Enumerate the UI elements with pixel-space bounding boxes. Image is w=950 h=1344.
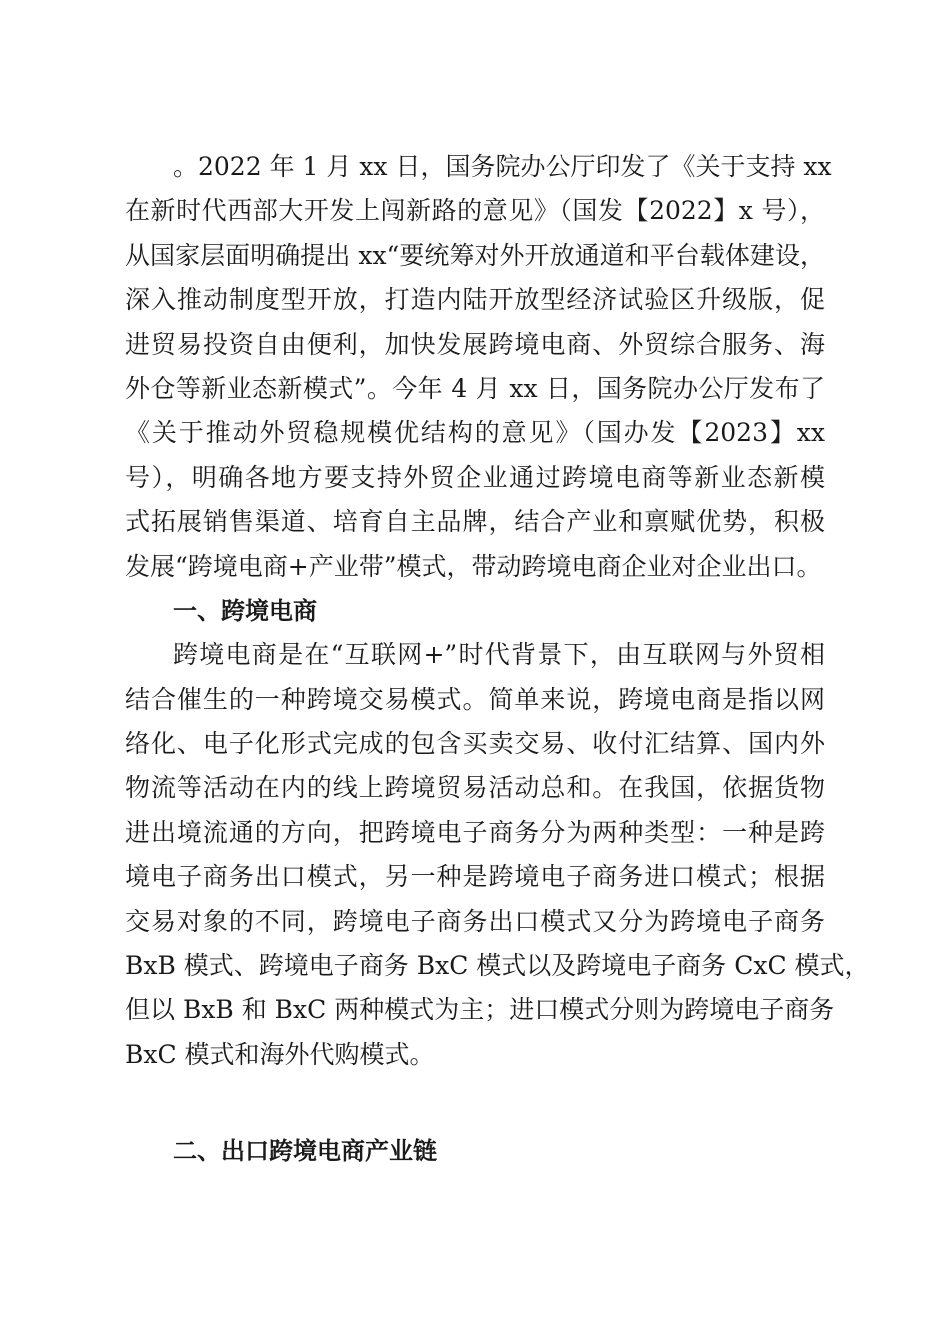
paragraph-cross-border-definition: [125, 633, 870, 1077]
section-heading-export-industry-chain: 二、出口跨境电商产业链: [173, 1137, 437, 1166]
text-line: 。2022 年 1 月 xx 日，国务院办公厅印发了《关于支持 xx: [173, 152, 832, 181]
text-line: 进出境流通的方向，把跨境电子商务分为两种类型：一种是跨: [125, 817, 825, 847]
text-line: 式拓展销售渠道、培育自主品牌，结合产业和禀赋优势，积极: [125, 507, 825, 537]
text-line: 号），明确各地方要支持外贸企业通过跨境电商等新业态新模: [125, 462, 825, 492]
text-line: BxC 模式和海外代购模式。: [125, 1039, 435, 1069]
document-page: [125, 145, 870, 1174]
text-line: BxB 模式、跨境电子商务 BxC 模式以及跨境电子商务 CxC 模式，: [125, 951, 870, 981]
text-line: 外仓等新业态新模式”。今年 4 月 xx 日，国务院办公厅发布了: [125, 373, 825, 403]
text-line: 物流等活动在内的线上跨境贸易活动总和。在我国，依据货物: [125, 773, 825, 803]
paragraph-policy-background: [125, 145, 832, 589]
section-heading-cross-border-ecommerce: 一、跨境电商: [173, 596, 317, 625]
text-line: 境电子商务出口模式，另一种是跨境电子商务进口模式；根据: [125, 862, 825, 892]
text-line: 交易对象的不同，跨境电子商务出口模式又分为跨境电子商务: [125, 906, 825, 936]
text-line: 进贸易投资自由便利，加快发展跨境电商、外贸综合服务、海: [125, 329, 825, 359]
text-line: 深入推动制度型开放，打造内陆开放型经济试验区升级版，促: [125, 285, 825, 315]
text-line: 络化、电子化形式完成的包含买卖交易、收付汇结算、国内外: [125, 729, 825, 759]
text-line: 但以 BxB 和 BxC 两种模式为主；进口模式分则为跨境电子商务: [125, 995, 835, 1025]
text-line: 发展“跨境电商+产业带”模式，带动跨境电商企业对企业出口。: [125, 551, 822, 581]
text-line: 在新时代西部大开发上闯新路的意见》（国发【2022】x 号），: [125, 196, 825, 226]
text-line: 《关于推动外贸稳规模优结构的意见》（国办发【2023】xx: [125, 418, 825, 448]
text-line: 从国家层面明确提出 xx“要统筹对外开放通道和平台载体建设，: [125, 240, 825, 270]
text-line: 跨境电商是在“互联网+”时代背景下，由互联网与外贸相: [173, 640, 825, 670]
text-line: 结合催生的一种跨境交易模式。简单来说，跨境电商是指以网: [125, 684, 825, 714]
spacer: [125, 1077, 825, 1129]
